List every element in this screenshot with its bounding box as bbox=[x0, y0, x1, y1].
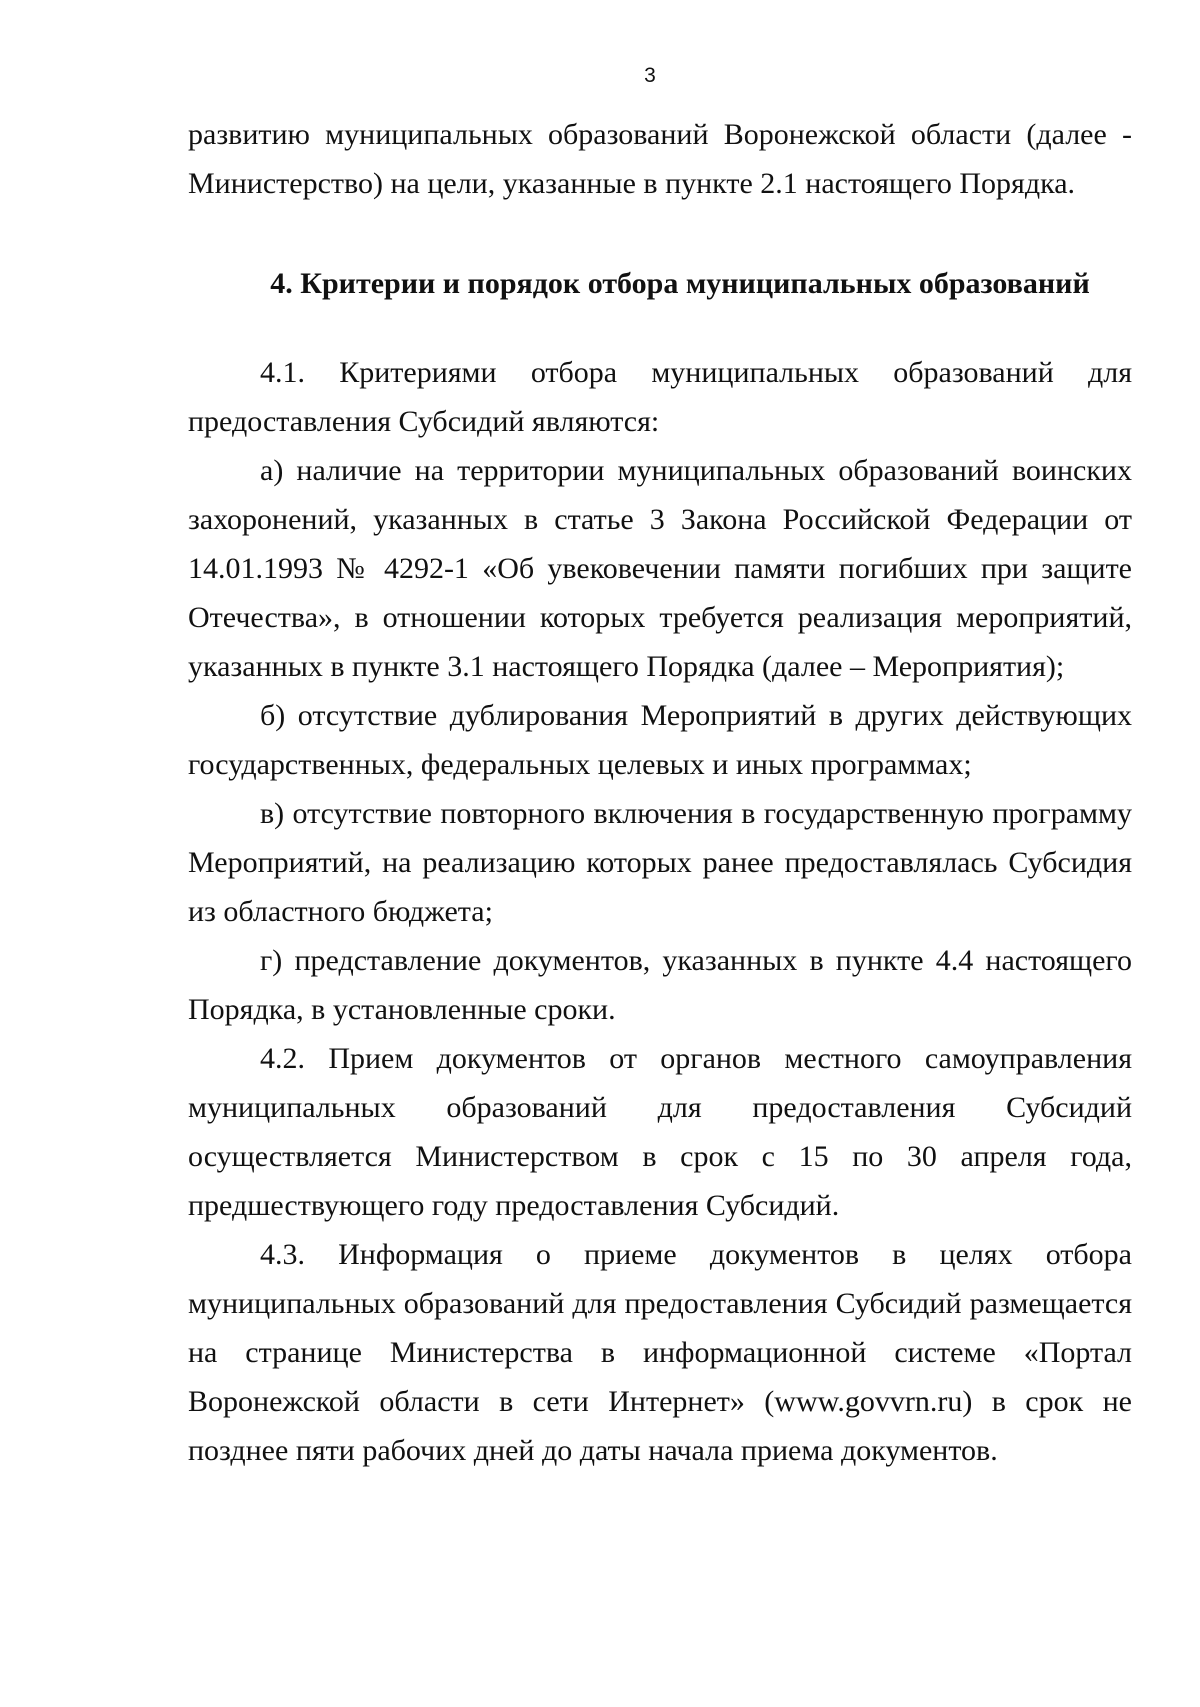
intro-line-1: развитию муниципальных образований Воронежской области (далее - bbox=[188, 118, 1132, 151]
section-heading: 4. Критерии и порядок отбора муниципальных образований bbox=[270, 267, 1090, 300]
criterion-g: г) представление документов, указанных в пункте 4.4 настоящего Порядка, в установленные сроки. bbox=[188, 944, 1132, 1026]
document-body bbox=[188, 110, 1132, 1475]
criterion-b: б) отсутствие дублирования Мероприятий в других действующих государственных, федеральных целевых и иных программах; bbox=[188, 699, 1132, 781]
paragraph-4-3: 4.3. Информация о приеме документов в целях отбора муниципальных образований для предоставления Субсидий размещается на странице Министерства в информационной системе «Портал Воронежской области в сети Интернет» (www.govvrn.ru) в срок не позднее пяти рабочих дней до даты начала приема документов. bbox=[188, 1238, 1132, 1467]
page-number: 3 bbox=[644, 64, 656, 87]
paragraph-4-1-line-2: предоставления Субсидий являются: bbox=[188, 405, 660, 438]
paragraph-4-1-line-1: 4.1. Критериями отбора муниципальных образований для bbox=[260, 356, 1132, 389]
paragraph-4-2: 4.2. Прием документов от органов местного самоуправления муниципальных образований для предоставления Субсидий осуществляется Министерством в срок с 15 по 30 апреля года, предшествующего году предоставления Субсидий. bbox=[188, 1042, 1132, 1222]
criterion-a: а) наличие на территории муниципальных образований воинских захоронений, указанных в статье 3 Закона Российской Федерации от 14.01.1993 № 4292-1 «Об увековечении памяти погибших при защите Отечества», в отношении которых требуется реализация мероприятий, указанных в пункте 3.1 настоящего Порядка (далее – Мероприятия); bbox=[188, 454, 1132, 683]
criterion-v: в) отсутствие повторного включения в государственную программу Мероприятий, на реализацию которых ранее предоставлялась Субсидия из областного бюджета; bbox=[188, 797, 1132, 928]
intro-line-2: Министерство) на цели, указанные в пункте 2.1 настоящего Порядка. bbox=[188, 167, 1076, 200]
